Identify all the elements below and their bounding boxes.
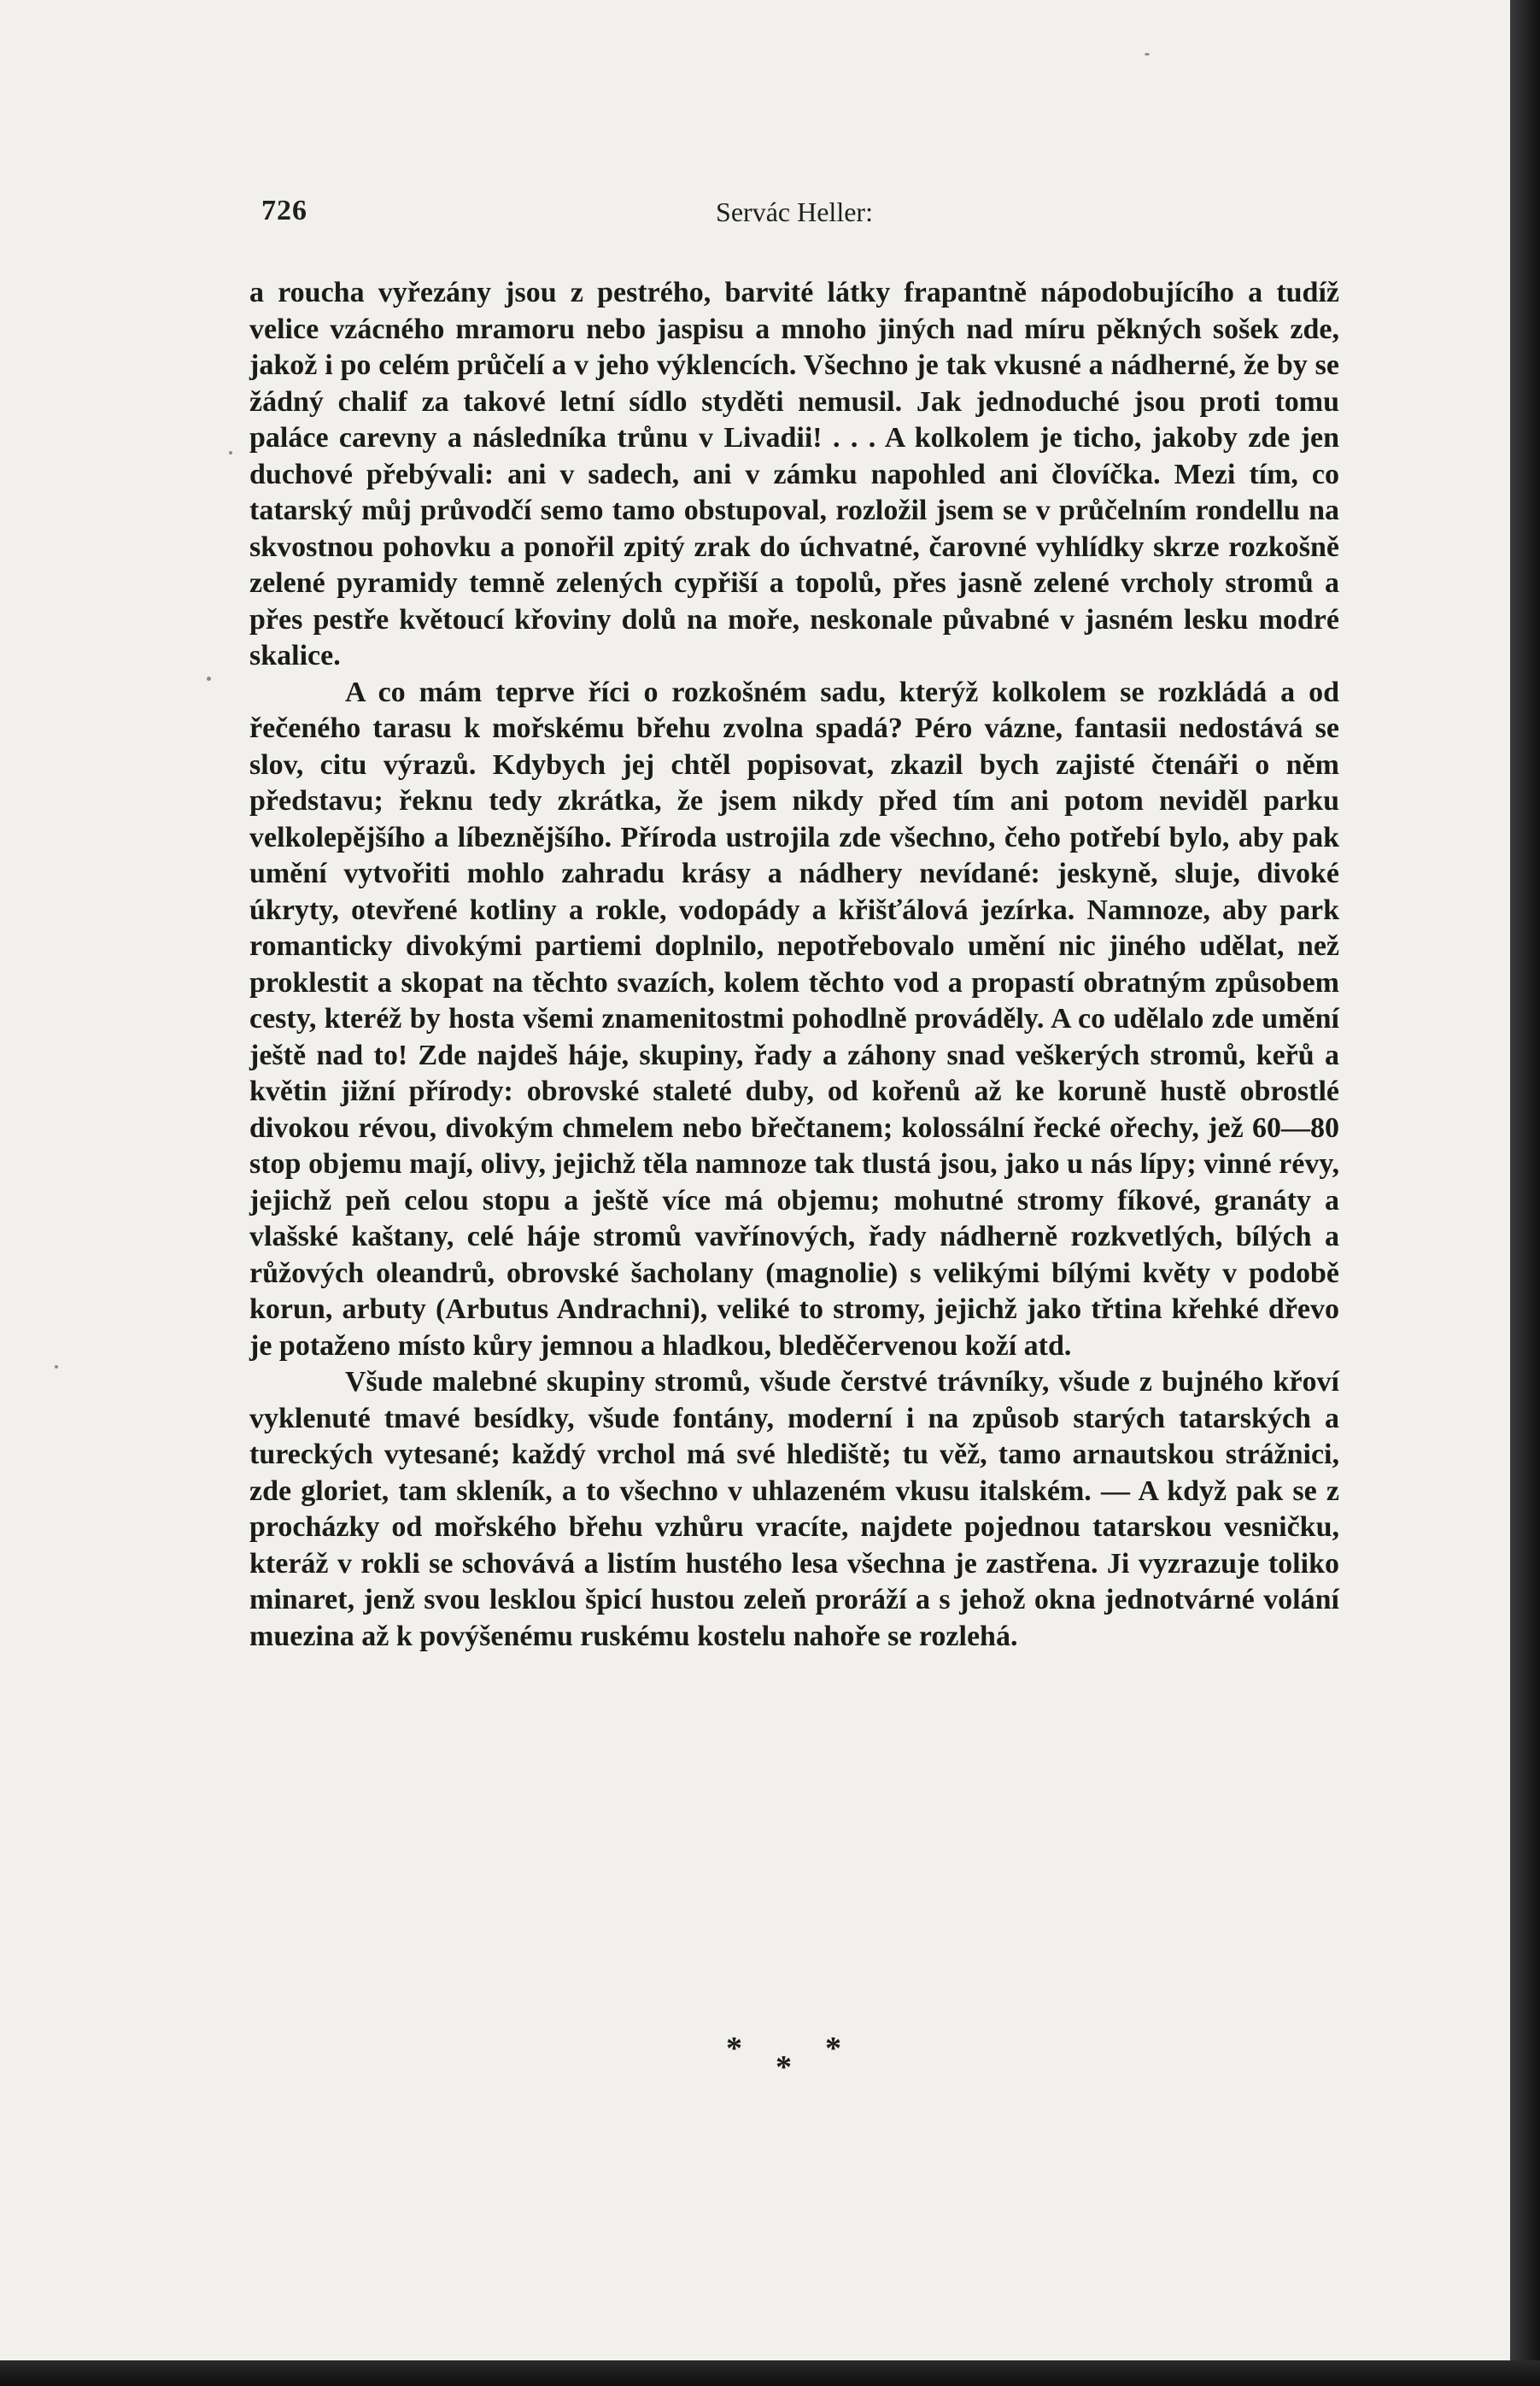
scan-edge-shadow-right — [1510, 0, 1540, 2386]
page-number: 726 — [261, 195, 307, 226]
body-text — [249, 275, 1339, 1655]
paper-speck — [207, 677, 211, 681]
paragraph-2: A co mám teprve říci o rozkošném sadu, kterýž kolkolem se rozkládá a od řečeného tarasu k mořskému břehu zvolna spadá? Péro vázne, fantasii nedostává se slov, citu výrazů. Kdybych jej chtěl popisovat, zkazil bych zajisté čtenáři o něm představu; řeknu tedy zkrátka, že jsem nikdy před tím ani potom neviděl parku velkolepějšího a líbeznějšího. Příroda ustrojila zde všechno, čeho potřebí bylo, aby pak umění vytvořiti mohlo zahradu krásy a nádhery nevídané: jeskyně, sluje, divoké úkryty, otevřené kotliny a rokle, vodopády a křišťálová jezírka. Namnoze, aby park romanticky divokými partiemi doplnilo, nepotřebovalo umění nic jiného udělat, než proklestit a skopat na těchto svazích, kolem těchto vod a propastí obratným způsobem cesty, kteréž by hosta všemi znamenitostmi pohodlně prováděly. A co udělalo zde umění ještě nad to! Zde najdeš háje, skupiny, řady a záhony snad veškerých stromů, keřů a květin jižní přírody: obrovské staleté duby, od kořenů až ke koruně hustě obrostlé divokou révou, divokým chmelem nebo břečtanem; kolossální řecké ořechy, jež 60—80 stop objemu mají, olivy, jejichž těla namnoze tak tlustá jsou, jako u nás lípy; vinné révy, jejichž peň celou stopu a ještě více má objemu; mohutné stromy fíkové, granáty a vlašské kaštany, celé háje stromů vavřínových, řady nádherně rozkvetlých, bílých a růžových oleandrů, obrovské šacholany (magnolie) s velikými bílými květy v podobě korun, arbuty (Arbutus Andrachni), veliké to stromy, jejichž jako třtina křehké dřevo je potaženo místo kůry jemnou a hladkou, bleděčervenou koží atd. — [249, 676, 1339, 1362]
running-head: Servác Heller: — [716, 196, 873, 227]
asterism-star: * — [726, 2031, 742, 2066]
scan-edge-shadow-bottom — [0, 2360, 1540, 2386]
paragraph-3: Všude malebné skupiny stromů, všude čerstvé trávníky, všude z bujného křoví vyklenuté tmavé besídky, všude fontány, moderní i na způsob starých tatarských a tureckých vytesané; každý vrchol má své hlediště; tu věž, tamo arnautskou strážnici, zde gloriet, tam skleník, a to všechno v uhlazeném vkusu italském. — A když pak se z procházky od mořského břehu vzhůru vracíte, najdete pojednou tatarskou vesničku, kteráž v rokli se schovává a listím hustého lesa všechna je zastřena. Ji vyzrazuje toliko minaret, jenž svou lesklou špicí hustou zeleň proráží a s jehož okna jednotvárné volání muezina až k povýšenému ruskému kostelu nahoře se rozlehá. — [249, 1366, 1339, 1652]
asterism-star: * — [776, 2049, 792, 2085]
asterism-star: * — [825, 2031, 841, 2066]
paper-speck — [229, 451, 232, 454]
paragraph-1: a roucha vyřezány jsou z pestrého, barvité látky frapantně nápodobujícího a tudíž velice vzácného mramoru nebo jaspisu a mnoho jiných nad míru pěkných sošek zde, jakož i po celém průčelí a v jeho výklencích. Všechno je tak vkusné a nádherné, že by se žádný chalif za takové letní sídlo styděti nemusil. Jak jednoduché jsou proti tomu paláce carevny a následníka trůnu v Livadii! . . . A kolkolem je ticho, jakoby zde jen duchové přebývali: ani v sadech, ani v zámku napohled ani človíčka. Mezi tím, co tatarský můj průvodčí semo tamo obstupoval, rozložil jsem se v průčelním rondellu na skvostnou pohovku a ponořil zpitý zrak do úchvatné, čarovné vyhlídky skrze rozkošně zelené pyramidy temně zelených cypřiší a topolů, přes jasně zelené vrcholy stromů a přes pestře květoucí křoviny dolů na moře, neskonale půvabné v jasném lesku modré skalice. — [249, 277, 1339, 671]
paper-speck — [1145, 53, 1150, 56]
paper-speck — [55, 1365, 58, 1369]
page-header — [249, 195, 1339, 236]
asterism-ornament — [700, 2030, 871, 2098]
